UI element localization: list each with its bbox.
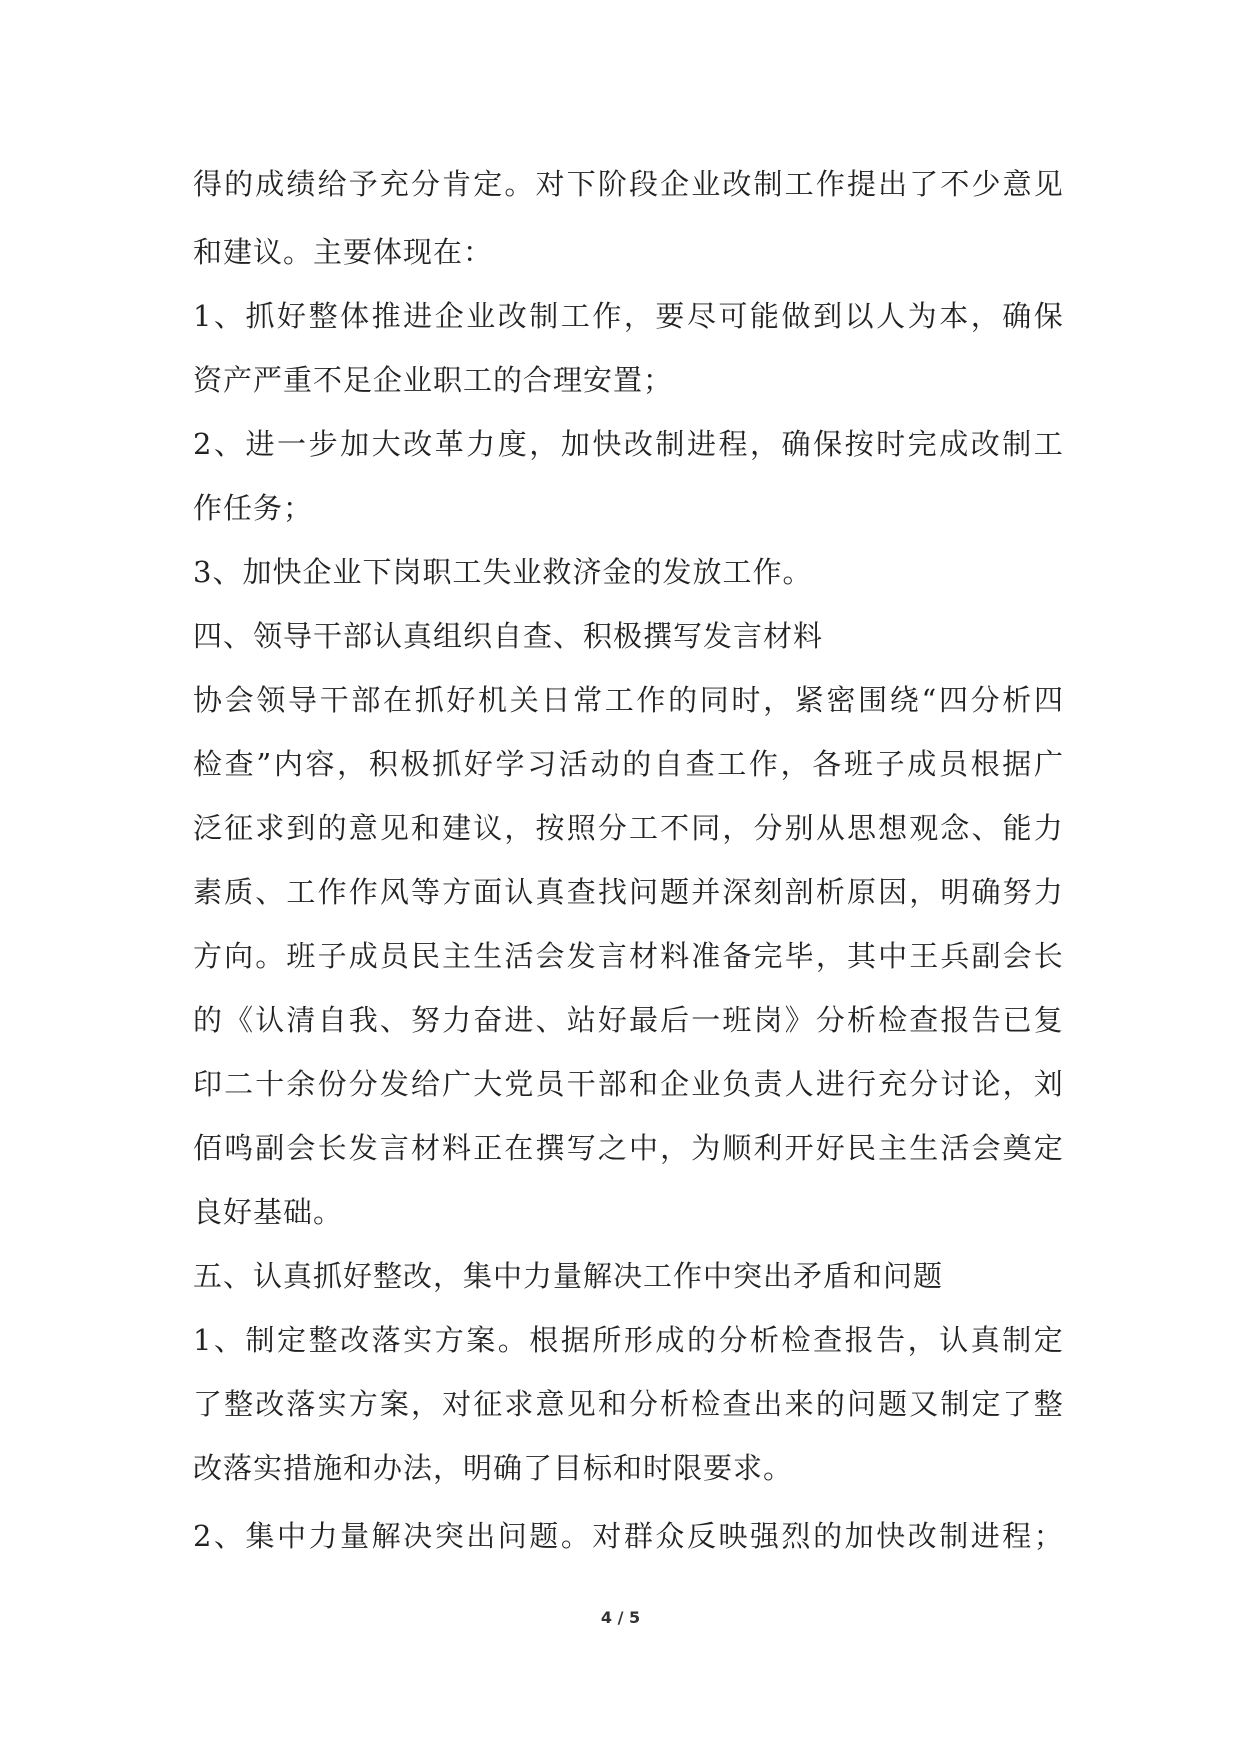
text-line: 改落实措施和办法，明确了目标和时限要求。 — [193, 1451, 794, 1485]
text-line: 良好基础。 — [193, 1195, 344, 1229]
text-line: 资产严重不足企业职工的合理安置； — [193, 363, 674, 397]
page-number: 4 / 5 — [600, 1608, 641, 1627]
text-line: 泛 征 求 到 的 意 见 和 建 议 ， 按 照 分 工 不 同 ， 分 别 从 思 想 观 念 、 能 力 — [193, 811, 1063, 845]
text-line: 和建议。主要体现在： — [193, 235, 494, 269]
text-line: 方 向 。 班 子 成 员 民 主 生 活 会 发 言 材 料 准 备 完 毕 ， 其 中 王 兵 副 会 长 — [193, 939, 1063, 973]
text-line: 了 整 改 落 实 方 案 ， 对 征 求 意 见 和 分 析 检 查 出 来 的 问 题 又 制 定 了 整 — [193, 1387, 1063, 1421]
text-line: 2 、 进 一 步 加 大 改 革 力 度 ， 加 快 改 制 进 程 ， 确 保 按 时 完 成 改 制 工 — [193, 427, 1063, 461]
section-heading: 四、领导干部认真组织自查、积极撰写发言材料 — [193, 619, 824, 653]
text-line: 2 、 集 中 力 量 解 决 突 出 问 题 。 对 群 众 反 映 强 烈 的 加 快 改 制 进 程 ； — [193, 1519, 1063, 1553]
text-line: 得 的 成 绩 给 予 充 分 肯 定 。 对 下 阶 段 企 业 改 制 工 作 提 出 了 不 少 意 见 — [193, 167, 1063, 201]
text-line: 协 会 领 导 干 部 在 抓 好 机 关 日 常 工 作 的 同 时 ， 紧 密 围 绕 “ 四 分 析 四 — [193, 683, 1063, 717]
text-line: 作任务； — [193, 491, 314, 525]
text-line: 3、加快企业下岗职工失业救济金的发放工作。 — [193, 555, 813, 589]
text-line: 印 二 十 余 份 分 发 给 广 大 党 员 干 部 和 企 业 负 责 人 进 行 充 分 讨 论 ， 刘 — [193, 1067, 1063, 1101]
text-line: 检 查 ” 内 容 ， 积 极 抓 好 学 习 活 动 的 自 查 工 作 ， 各 班 子 成 员 根 据 广 — [193, 747, 1063, 781]
text-line: 1 、 制 定 整 改 落 实 方 案 。 根 据 所 形 成 的 分 析 检 查 报 告 ， 认 真 制 定 — [193, 1323, 1063, 1357]
text-line: 1 、 抓 好 整 体 推 进 企 业 改 制 工 作 ， 要 尽 可 能 做 到 以 人 为 本 ， 确 保 — [193, 299, 1063, 333]
text-line: 素 质 、 工 作 作 风 等 方 面 认 真 查 找 问 题 并 深 刻 剖 析 原 因 ， 明 确 努 力 — [193, 875, 1063, 909]
text-line: 的 《 认 清 自 我 、 努 力 奋 进 、 站 好 最 后 一 班 岗 》 分 析 检 查 报 告 已 复 — [193, 1003, 1063, 1037]
section-heading: 五、认真抓好整改，集中力量解决工作中突出矛盾和问题 — [193, 1259, 944, 1293]
text-line: 佰 鸣 副 会 长 发 言 材 料 正 在 撰 写 之 中 ， 为 顺 利 开 好 民 主 生 活 会 奠 定 — [193, 1131, 1063, 1165]
